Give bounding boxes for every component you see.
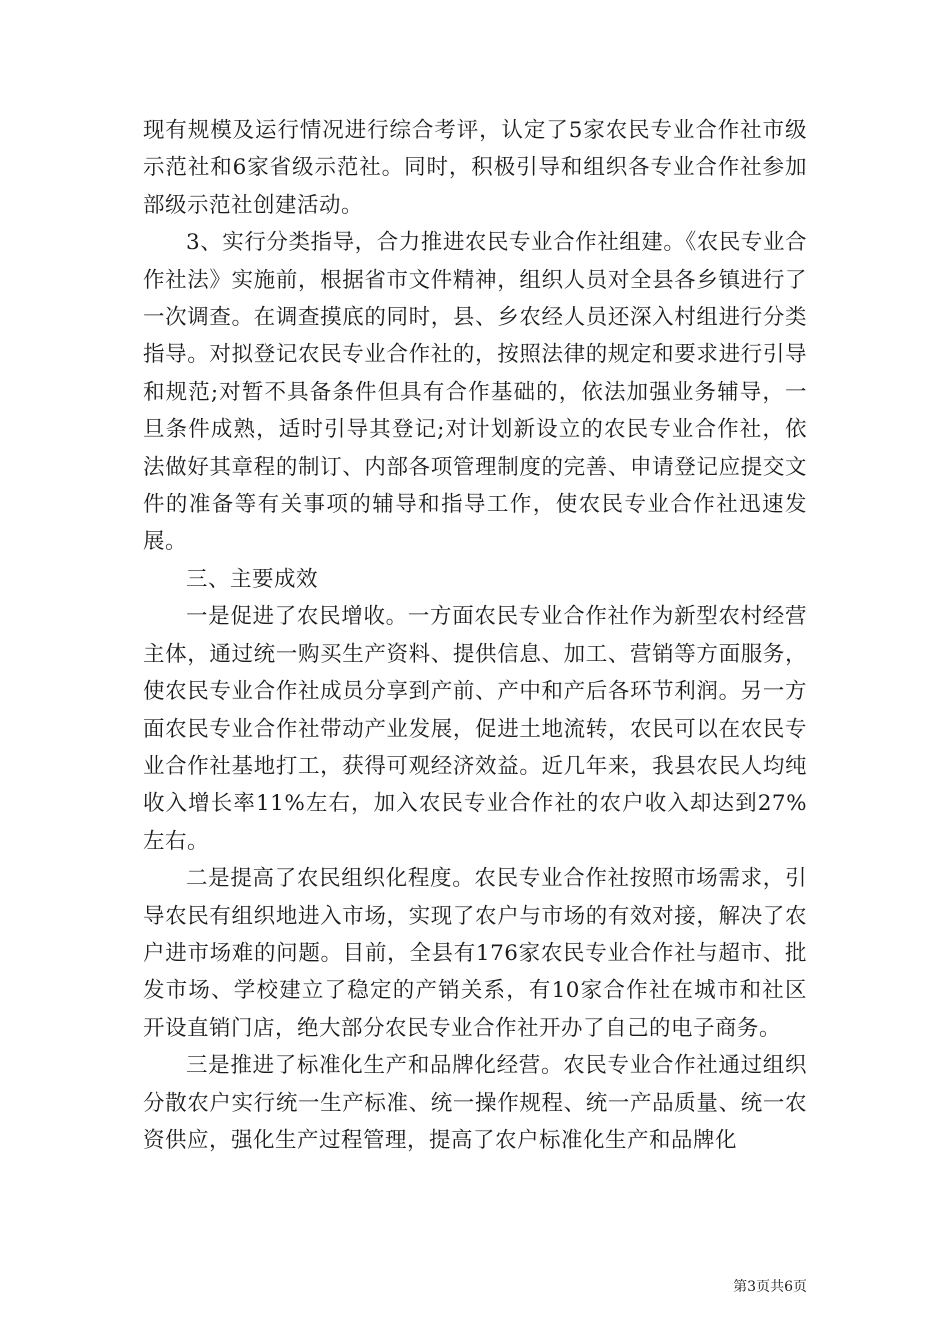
paragraph-standardization: 三是推进了标准化生产和品牌化经营。农民专业合作社通过组织分散农户实行统一生产标准、统一操作规程、统一产品质量、统一农资供应，强化生产过程管理，提高了农户标准化生产和品牌化 [143,1053,807,1153]
paragraph-organization-level: 二是提高了农民组织化程度。农民专业合作社按照市场需求，引导农民有组织地进入市场，实现了农户与市场的有效对接，解决了农户进市场难的问题。目前，全县有176家农民专业合作社与超市、批发市场、学校建立了稳定的产销关系，有10家合作社在城市和社区开设直销门店，绝大部分农民专业合作社开办了自己的电子商务。 [143,866,807,1041]
page-number-footer: 第3页共6页 [733,1279,807,1295]
section-heading-main-results: 三、主要成效 [186,566,319,592]
paragraph-income-increase: 一是促进了农民增收。一方面农民专业合作社作为新型农村经营主体，通过统一购买生产资料、提供信息、加工、营销等方面服务，使农民专业合作社成员分享到产前、产中和产后各环节利润。另一方面农民专业合作社带动产业发展，促进土地流转，农民可以在农民专业合作社基地打工，获得可观经济效益。近几年来，我县农民人均纯收入增长率11%左右，加入农民专业合作社的农户收入却达到27%左右。 [143,604,807,854]
document-body [143,112,807,1159]
paragraph-continuation: 现有规模及运行情况进行综合考评，认定了5家农民专业合作社市级示范社和6家省级示范社。同时，积极引导和组织各专业合作社参加部级示范社创建活动。 [143,118,807,218]
paragraph-classified-guidance: 3、实行分类指导，合力推进农民专业合作社组建。《农民专业合作社法》实施前，根据省市文件精神，组织人员对全县各乡镇进行了一次调查。在调查摸底的同时，县、乡农经人员还深入村组进行分类指导。对拟登记农民专业合作社的，按照法律的规定和要求进行引导和规范;对暂不具备条件但具有合作基础的，依法加强业务辅导，一旦条件成熟，适时引导其登记;对计划新设立的农民专业合作社，依法做好其章程的制订、内部各项管理制度的完善、申请登记应提交文件的准备等有关事项的辅导和指导工作，使农民专业合作社迅速发展。 [143,230,807,555]
